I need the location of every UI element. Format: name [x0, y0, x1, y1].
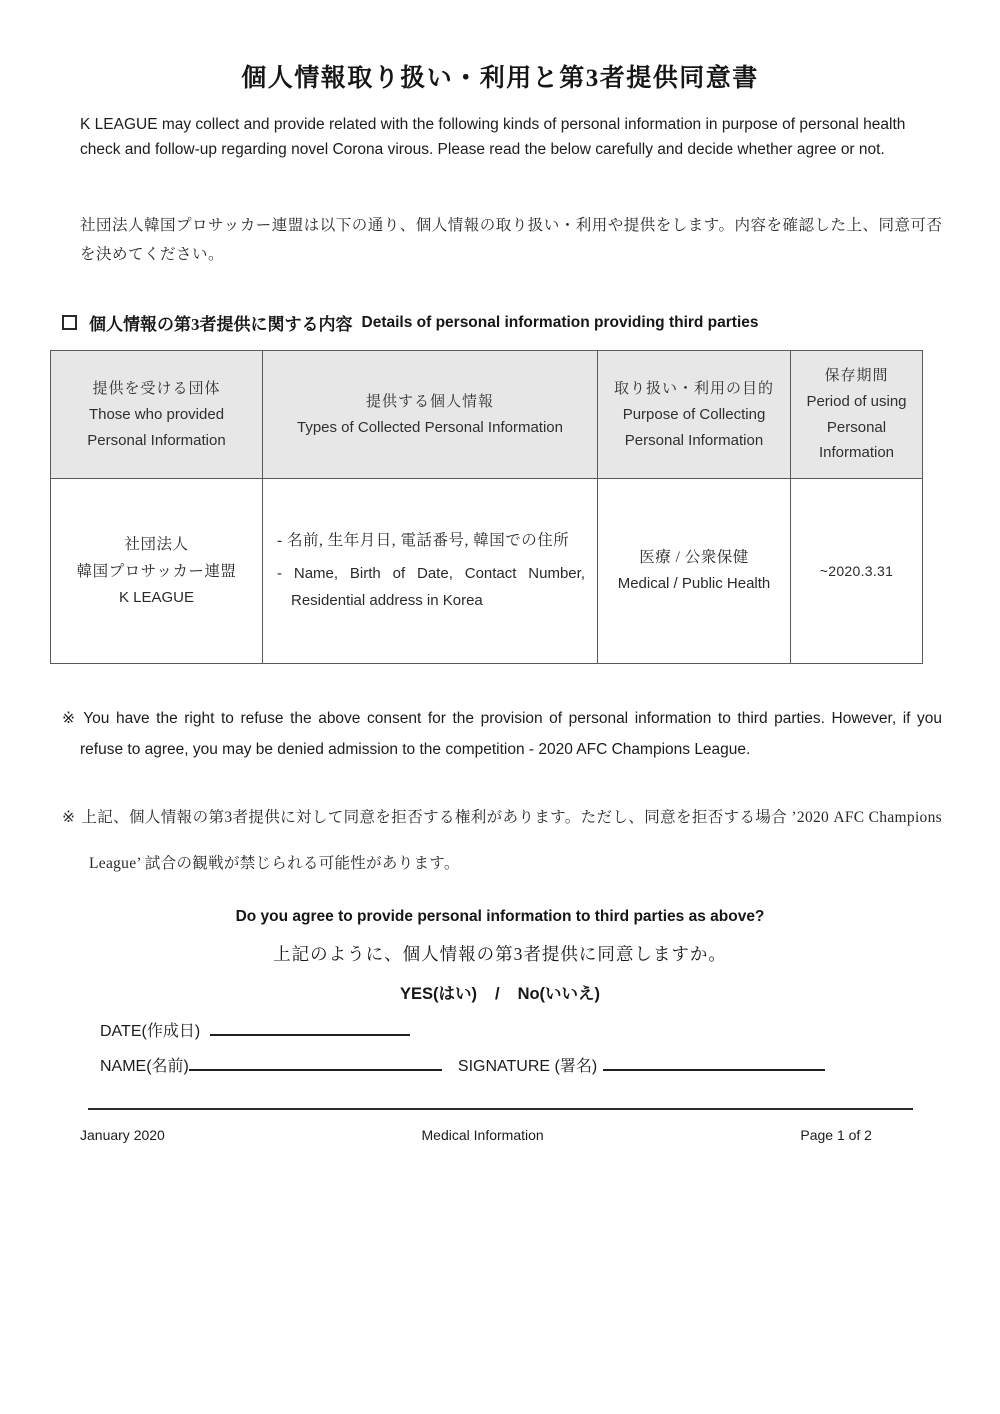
header-period: [791, 351, 923, 479]
personal-info-table: [50, 350, 923, 664]
header-types: [263, 351, 598, 479]
header-purpose: [598, 351, 791, 479]
header-types-ja: 提供する個人情報: [365, 393, 494, 410]
types-list-en: - Name, Birth of Date, Contact Number, Residential address in Korea: [277, 565, 585, 609]
footer: [80, 1127, 872, 1143]
header-period-en: Period of using Personal Information: [806, 393, 907, 462]
purpose-ja: 医療 / 公衆保健: [639, 549, 749, 567]
yes-no-separator: /: [494, 985, 500, 1003]
cell-period: [791, 479, 923, 664]
yes-option[interactable]: YES(はい): [399, 985, 477, 1003]
note-refusal-japanese: [62, 795, 942, 886]
provider-org-type: 社団法人: [124, 535, 189, 553]
footer-page-number: Page 1 of 2: [800, 1127, 872, 1143]
intro-paragraph-english: K LEAGUE may collect and provide related with the following kinds of personal information in purpose of personal health check and follow-up regarding novel Corona virous. Please read the below carefully and decide whether agree or not.: [80, 116, 906, 159]
footer-date: January 2020: [80, 1127, 165, 1143]
note-refusal-english: [62, 704, 942, 765]
header-types-en: Types of Collected Personal Information: [297, 418, 563, 436]
provider-org-name-ja: 韓国プロサッカー連盟: [76, 562, 237, 580]
signature-blank-line[interactable]: [603, 1053, 825, 1071]
retention-period: ~2020.3.31: [819, 563, 894, 579]
cell-purpose: [598, 479, 791, 664]
no-option[interactable]: No(いいえ): [517, 985, 601, 1003]
note-refusal-english-text: You have the right to refuse the above consent for the provision of personal information to third parties. However, if you refuse to agree, you may be denied admission to the competition - 2020 AFC Champions League.: [80, 710, 942, 758]
header-purpose-ja: 取り扱い・利用の目的: [613, 380, 774, 397]
section-checkbox[interactable]: [62, 315, 77, 330]
header-provider: [51, 351, 263, 479]
name-blank-line[interactable]: [189, 1053, 442, 1071]
name-signature-row: [100, 1053, 825, 1076]
section-heading-japanese: 個人情報の第3者提供に関する内容: [89, 315, 353, 334]
cell-types: [263, 479, 598, 664]
name-label: NAME(名前): [100, 1058, 189, 1075]
date-label: DATE(作成日): [100, 1023, 201, 1040]
signature-label: SIGNATURE (署名): [457, 1058, 598, 1075]
agreement-question-japanese: 上記のように、個人情報の第3者提供に同意しますか。: [273, 944, 727, 964]
footer-divider: [88, 1108, 913, 1110]
note-marker: ※: [62, 710, 78, 727]
header-period-ja: 保存期間: [824, 368, 889, 385]
section-heading: [62, 310, 759, 335]
agreement-question-english: Do you agree to provide personal information to third parties as above?: [235, 908, 765, 925]
cell-provider: [51, 479, 263, 664]
header-provider-ja: 提供を受ける団体: [92, 380, 221, 397]
types-list-ja: - 名前, 生年月日, 電話番号, 韓国での住所: [277, 532, 570, 549]
footer-doc-type: Medical Information: [421, 1127, 544, 1143]
yes-no-choice: [0, 980, 1000, 1004]
header-purpose-en: Purpose of Collecting Personal Information: [622, 406, 766, 449]
purpose-en: Medical / Public Health: [617, 575, 771, 593]
page-title: 個人情報取り扱い・利用と第3者提供同意書: [241, 65, 759, 92]
section-heading-english: Details of personal information providing third parties: [361, 313, 759, 331]
date-blank-line[interactable]: [210, 1018, 410, 1036]
table-row: [51, 479, 923, 664]
date-field-row: [100, 1018, 410, 1041]
intro-paragraph-japanese: 社団法人韓国プロサッカー連盟は以下の通り、個人情報の取り扱い・利用や提供をします。内容を確認した上、同意可否を決めてください。: [80, 217, 943, 263]
provider-org-name-en: K LEAGUE: [118, 589, 195, 606]
note-marker: ※: [62, 809, 76, 826]
table-header-row: [51, 351, 923, 479]
note-refusal-japanese-text: 上記、個人情報の第3者提供に対して同意を拒否する権利があります。ただし、同意を拒否する場合 ’2020 AFC Champions League’ 試合の観戦が禁じられる可能性があります。: [81, 809, 942, 872]
header-provider-en: Those who provided Personal Information: [87, 406, 226, 449]
